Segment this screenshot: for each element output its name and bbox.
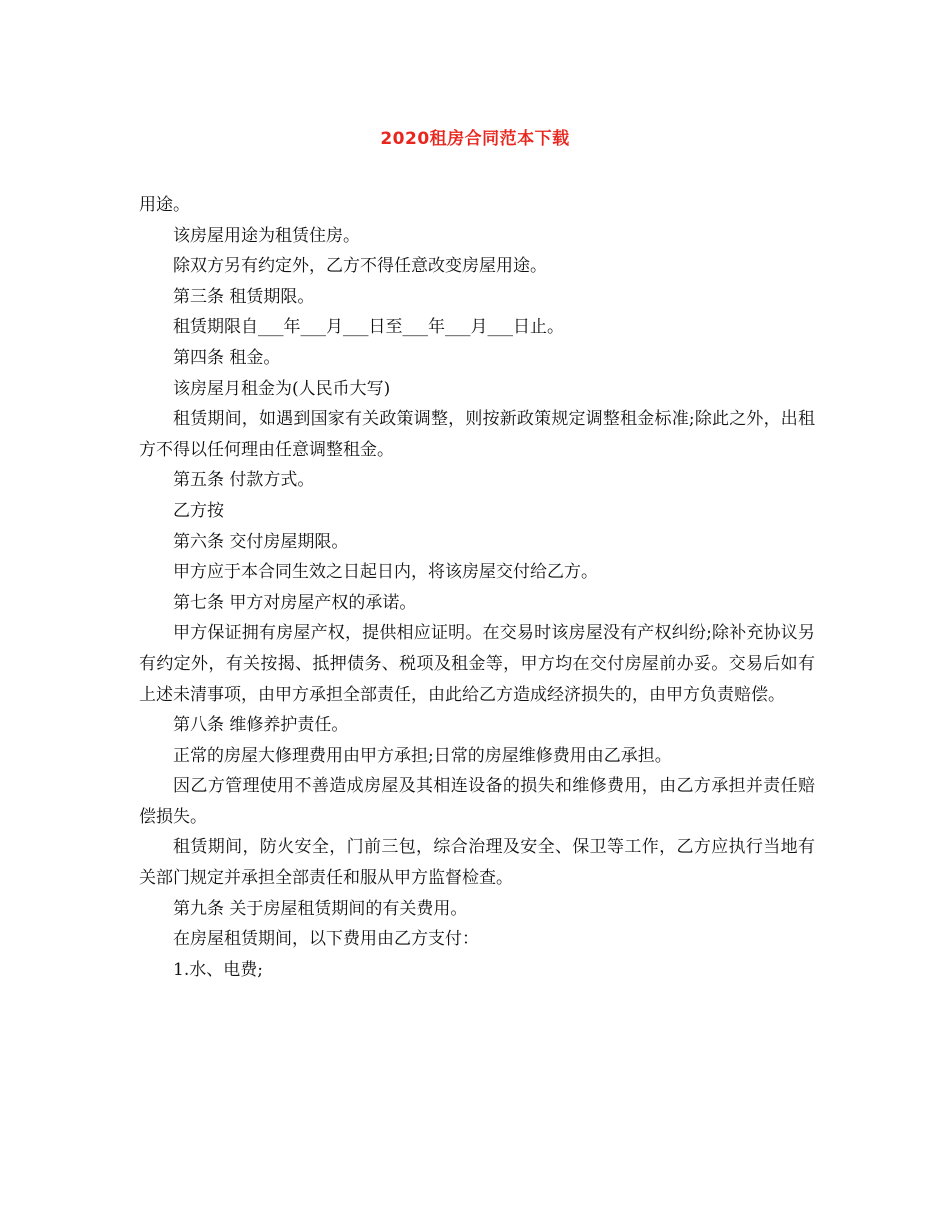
clause-heading: 第五条 付款方式。 [173,470,315,491]
paragraph: 除双方另有约定外，乙方不得任意改变房屋用途。 [173,256,547,277]
clause-heading: 第四条 租金。 [173,347,281,368]
page-title: 2020租房合同范本下载 [380,129,570,149]
paragraph: 该房屋月租金为(人民币大写) [173,378,391,399]
paragraph: 甲方应于本合同生效之日起日内，将该房屋交付给乙方。 [173,562,598,583]
paragraph: 在房屋租赁期间，以下费用由乙方支付： [173,929,479,950]
paragraph: 用途。 [139,195,190,215]
paragraph: 租赁期限自___年___月___日至___年___月___日止。 [173,317,564,338]
paragraph: 甲方保证拥有房屋产权，提供相应证明。在交易时该房屋没有产权纠纷;除补充协议另有约定外，有关按揭、抵押债务、税项及租金等，甲方均在交付房屋前办妥。交易后如有上述未清事项，由甲方承担全部责任，由此给乙方造成经济损失的，由甲方负责赔偿。 [139,623,815,705]
document-body [139,190,815,985]
list-item: 1.水、电费; [173,959,263,980]
paragraph: 该房屋用途为租赁住房。 [173,225,360,246]
paragraph: 因乙方管理使用不善造成房屋及其相连设备的损失和维修费用，由乙方承担并责任赔偿损失。 [139,776,815,827]
paragraph: 乙方按 [173,500,224,521]
clause-heading: 第三条 租赁期限。 [173,286,315,307]
clause-heading: 第九条 关于房屋租赁期间的有关费用。 [173,898,468,919]
clause-heading: 第六条 交付房屋期限。 [173,531,349,552]
paragraph: 租赁期间，如遇到国家有关政策调整，则按新政策规定调整租金标准;除此之外，出租方不得以任何理由任意调整租金。 [139,409,815,460]
paragraph: 正常的房屋大修理费用由甲方承担;日常的房屋维修费用由乙承担。 [173,745,672,766]
clause-heading: 第八条 维修养护责任。 [173,715,349,736]
paragraph: 租赁期间，防火安全，门前三包，综合治理及安全、保卫等工作，乙方应执行当地有关部门规定并承担全部责任和服从甲方监督检查。 [139,837,815,889]
clause-heading: 第七条 甲方对房屋产权的承诺。 [173,592,417,613]
